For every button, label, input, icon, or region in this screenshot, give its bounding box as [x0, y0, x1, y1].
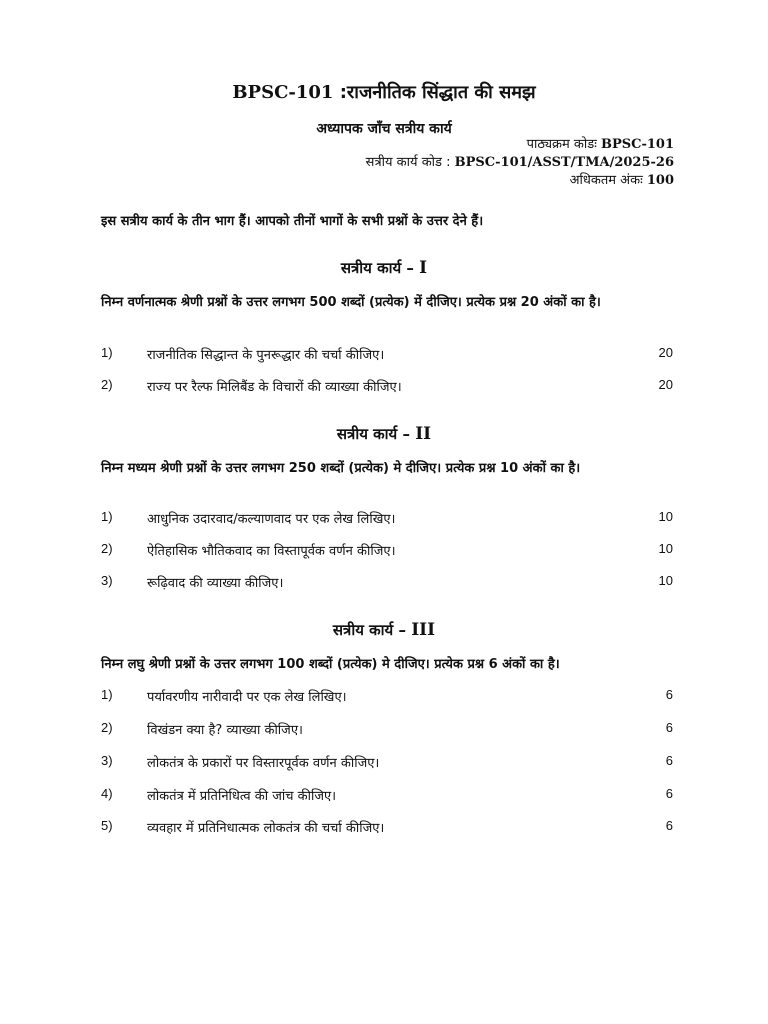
question-text: लोकतंत्र के प्रकारों पर विस्तारपूर्वक वर्णन कीजिए।: [147, 756, 380, 771]
question-text: राजनीतिक सिद्धान्त के पुनरूद्धार की चर्चा कीजिए।: [147, 348, 385, 363]
question-number: 2): [101, 377, 113, 392]
course-title: :राजनीतिक सिंद्धात की समझ: [333, 82, 536, 103]
meta-value: 100: [646, 173, 674, 188]
document-title: [0, 80, 768, 104]
document-subtitle: अध्यापक जाँच सत्रीय कार्य: [316, 121, 452, 137]
question-text: पर्यावरणीय नारीवादी पर एक लेख लिखिए।: [147, 690, 347, 705]
question-number: 1): [101, 345, 113, 360]
section-heading-1: [0, 258, 768, 278]
section-heading-2: [0, 424, 768, 444]
section-heading-text: सत्रीय कार्य –: [340, 259, 420, 277]
question-row: [101, 345, 673, 365]
question-text: व्यवहार में प्रतिनिधात्मक लोकतंत्र की चर्चा कीजिए।: [147, 821, 385, 836]
meta-label: पाठ्यक्रम कोडः: [526, 137, 601, 152]
question-marks: 10: [658, 509, 673, 524]
question-text: राज्य पर रैल्फ मिलिबैंड के विचारों की व्याख्या कीजिए।: [147, 380, 402, 395]
question-row: [101, 720, 673, 740]
course-code: BPSC-101: [232, 82, 334, 103]
question-number: 4): [101, 786, 113, 801]
question-number: 1): [101, 509, 113, 524]
question-marks: 20: [658, 377, 673, 392]
assignment-meta: [366, 136, 674, 190]
question-number: 3): [101, 573, 113, 588]
question-row: [101, 753, 673, 773]
question-number: 3): [101, 753, 113, 768]
question-row: [101, 573, 673, 593]
question-number: 2): [101, 541, 113, 556]
meta-assignment-code: [366, 154, 674, 172]
question-text: रूढ़िवाद की व्याख्या कीजिए।: [147, 576, 284, 591]
question-text: लोकतंत्र में प्रतिनिधित्व की जांच कीजिए।: [147, 789, 337, 804]
section-roman-numeral: II: [415, 424, 432, 444]
meta-value: BPSC-101/ASST/TMA/2025-26: [454, 155, 674, 170]
section-2-instruction: निम्न मध्यम श्रेणी प्रश्नों के उत्तर लगभग 250 शब्दों (प्रत्येक) मे दीजिए। प्रत्येक प्रश्न 10 अंकों का है।: [101, 461, 581, 476]
meta-label: अधिकतम अंकः: [569, 173, 647, 188]
meta-label: सत्रीय कार्य कोड :: [365, 155, 455, 170]
meta-value: BPSC-101: [600, 137, 674, 152]
question-marks: 6: [665, 786, 673, 801]
question-row: [101, 509, 673, 529]
intro-text: इस सत्रीय कार्य के तीन भाग हैं। आपको तीनों भागों के सभी प्रश्नों के उत्तर देने हैं।: [101, 214, 484, 229]
question-text: ऐतिहासिक भौतिकवाद का विस्तापूर्वक वर्णन कीजिए।: [147, 544, 396, 559]
question-text: आधुनिक उदारवाद/कल्याणवाद पर एक लेख लिखिए।: [147, 512, 396, 527]
question-marks: 6: [665, 720, 673, 735]
section-heading-3: [0, 620, 768, 640]
question-row: [101, 818, 673, 838]
section-1-instruction: निम्न वर्णनात्मक श्रेणी प्रश्नों के उत्तर लगभग 500 शब्दों (प्रत्येक) में दीजिए। प्रत्येक प्रश्न 20 अंकों का है।: [101, 295, 601, 310]
question-marks: 10: [658, 573, 673, 588]
meta-course-code: [366, 136, 674, 154]
question-number: 1): [101, 687, 113, 702]
question-row: [101, 786, 673, 806]
section-heading-text: सत्रीय कार्य –: [336, 425, 416, 443]
question-marks: 6: [665, 687, 673, 702]
section-3-instruction: निम्न लघु श्रेणी प्रश्नों के उत्तर लगभग 100 शब्दों (प्रत्येक) मे दीजिए। प्रत्येक प्रश्न 6 अंकों का है।: [101, 657, 560, 672]
question-row: [101, 377, 673, 397]
question-marks: 10: [658, 541, 673, 556]
question-row: [101, 541, 673, 561]
question-row: [101, 687, 673, 707]
question-marks: 6: [665, 818, 673, 833]
section-heading-text: सत्रीय कार्य –: [332, 621, 412, 639]
question-number: 2): [101, 720, 113, 735]
question-number: 5): [101, 818, 113, 833]
section-roman-numeral: I: [419, 258, 428, 278]
question-text: विखंडन क्या है? व्याख्या कीजिए।: [147, 723, 303, 738]
question-marks: 6: [665, 753, 673, 768]
question-marks: 20: [658, 345, 673, 360]
section-roman-numeral: III: [411, 620, 436, 640]
meta-max-marks: [366, 172, 674, 190]
